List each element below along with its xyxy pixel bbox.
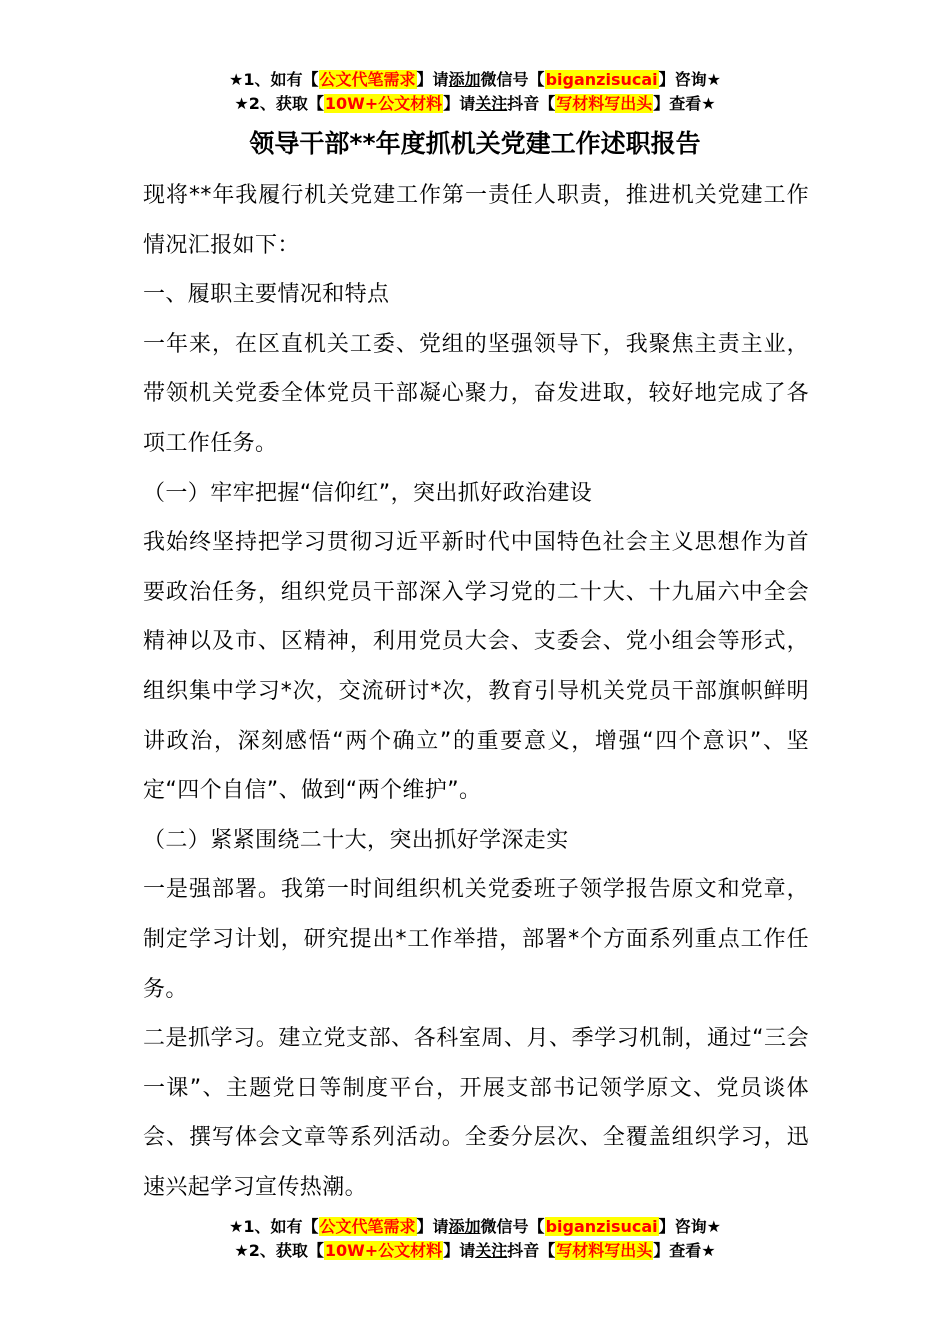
highlight-douyin-account: 写材料写出头	[556, 1241, 653, 1260]
highlight-service: 公文代笔需求	[319, 70, 416, 89]
document-body	[143, 171, 809, 1212]
paragraph-overview: 一年来，在区直机关工委、党组的坚强领导下，我聚焦主责主业，带领机关党委全体党员干部凝心聚力，奋发进取，较好地完成了各项工作任务。	[143, 331, 809, 456]
highlight-service: 公文代笔需求	[319, 1217, 416, 1236]
subsection-heading-2: （二）紧紧围绕二十大，突出抓好学深走实	[143, 827, 569, 853]
paragraph-political-building: 我始终坚持把学习贯彻习近平新时代中国特色社会主义思想作为首要政治任务，组织党员干部深入学习党的二十大、十九届六中全会精神以及市、区精神，利用党员大会、支委会、党小组会等形式，组织集中学习*次，交流研讨*次，教育引导机关党员干部旗帜鲜明讲政治，深刻感悟“两个确立”的重要意义，增强“四个意识”、坚定“四个自信”、做到“两个维护”。	[143, 530, 809, 804]
header-banner	[0, 68, 950, 116]
banner-line-1: ★1、如有【公文代笔需求】请添加微信号【biganzisucai】咨询★	[229, 1217, 721, 1236]
paragraph-intro: 现将**年我履行机关党建工作第一责任人职责，推进机关党建工作情况汇报如下：	[143, 183, 809, 258]
section-heading-1: 一、履职主要情况和特点	[143, 282, 390, 308]
subsection-heading-1: （一）牢牢把握“信仰红”，突出抓好政治建设	[143, 480, 593, 506]
paragraph-deployment: 一是强部署。我第一时间组织机关党委班子领学报告原文和党章，制定学习计划，研究提出*工作举措，部署*个方面系列重点工作任务。	[143, 877, 809, 1002]
paragraph-study: 二是抓学习。建立党支部、各科室周、月、季学习机制，通过“三会一课”、主题党日等制度平台，开展支部书记领学原文、党员谈体会、撰写体会文章等系列活动。全委分层次、全覆盖组织学习，迅速兴起学习宣传热潮。	[143, 1026, 809, 1200]
footer-banner	[0, 1215, 950, 1263]
banner-line-1: ★1、如有【公文代笔需求】请添加微信号【biganzisucai】咨询★	[229, 70, 721, 89]
highlight-materials: 10W+公文材料	[324, 1241, 443, 1260]
banner-line-2: ★2、获取【10W+公文材料】请关注抖音【写材料写出头】查看★	[234, 1241, 716, 1260]
highlight-wechat-id: biganzisucai	[545, 1217, 658, 1236]
banner-line-2: ★2、获取【10W+公文材料】请关注抖音【写材料写出头】查看★	[234, 94, 716, 113]
document-title: 领导干部**年度抓机关党建工作述职报告	[249, 129, 701, 158]
highlight-douyin-account: 写材料写出头	[556, 94, 653, 113]
highlight-wechat-id: biganzisucai	[545, 70, 658, 89]
highlight-materials: 10W+公文材料	[324, 94, 443, 113]
